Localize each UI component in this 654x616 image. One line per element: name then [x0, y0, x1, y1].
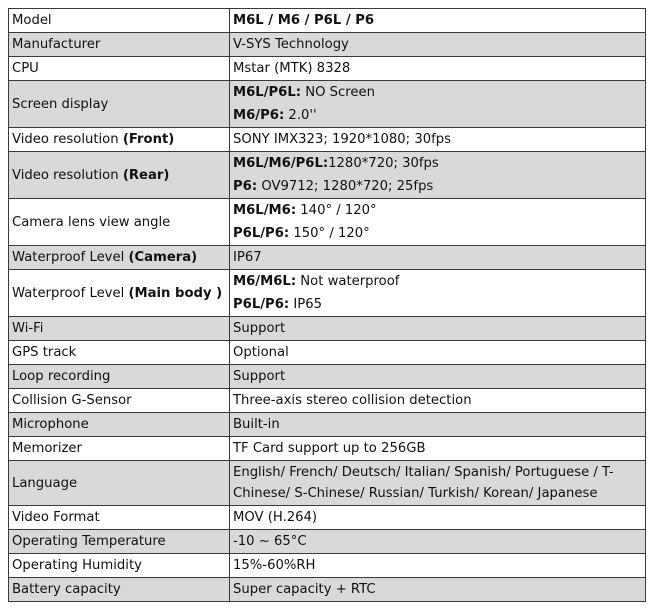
row-value: IP67 — [230, 246, 646, 270]
row-value: Optional — [230, 341, 646, 365]
row-label: Screen display — [9, 81, 230, 128]
row-label: Video Format — [9, 506, 230, 530]
row-value: M6L / M6 / P6L / P6 — [230, 9, 646, 33]
row-value: MOV (H.264) — [230, 506, 646, 530]
row-label: Memorizer — [9, 437, 230, 461]
table-row — [9, 152, 646, 199]
table-row — [9, 270, 646, 317]
table-row — [9, 389, 646, 413]
row-label: Manufacturer — [9, 33, 230, 57]
row-value: M6L/M6/P6L:1280*720; 30fps P6: OV9712; 1280*720; 25fps — [230, 152, 646, 199]
row-label: Video resolution (Front) — [9, 128, 230, 152]
table-row — [9, 9, 646, 33]
row-value: -10 ~ 65°C — [230, 530, 646, 554]
row-value: M6L/P6L: NO Screen M6/P6: 2.0'' — [230, 81, 646, 128]
row-label: Language — [9, 461, 230, 506]
row-label: Loop recording — [9, 365, 230, 389]
table-row — [9, 554, 646, 578]
row-value: Support — [230, 317, 646, 341]
table-row — [9, 578, 646, 602]
table-row — [9, 317, 646, 341]
row-label: Video resolution (Rear) — [9, 152, 230, 199]
row-label: Wi-Fi — [9, 317, 230, 341]
table-row — [9, 57, 646, 81]
row-label: GPS track — [9, 341, 230, 365]
table-row — [9, 506, 646, 530]
row-label: Collision G-Sensor — [9, 389, 230, 413]
table-row — [9, 199, 646, 246]
row-value: 15%-60%RH — [230, 554, 646, 578]
row-value: English/ French/ Deutsch/ Italian/ Spanish/ Portuguese / T-Chinese/ S-Chinese/ Russian/ Turkish/ Korean/ Japanese — [230, 461, 646, 506]
row-label: Camera lens view angle — [9, 199, 230, 246]
row-value: Super capacity + RTC — [230, 578, 646, 602]
row-label: CPU — [9, 57, 230, 81]
row-label: Operating Humidity — [9, 554, 230, 578]
row-label: Waterproof Level (Camera) — [9, 246, 230, 270]
row-label: Operating Temperature — [9, 530, 230, 554]
table-row — [9, 33, 646, 57]
row-label: Model — [9, 9, 230, 33]
table-row — [9, 413, 646, 437]
row-value: V-SYS Technology — [230, 33, 646, 57]
table-row — [9, 341, 646, 365]
row-label: Microphone — [9, 413, 230, 437]
table-row — [9, 437, 646, 461]
row-value: M6/M6L: Not waterproof P6L/P6: IP65 — [230, 270, 646, 317]
row-label: Battery capacity — [9, 578, 230, 602]
row-value: Mstar (MTK) 8328 — [230, 57, 646, 81]
row-value: TF Card support up to 256GB — [230, 437, 646, 461]
spec-table — [8, 8, 646, 602]
row-value: Support — [230, 365, 646, 389]
table-row — [9, 246, 646, 270]
table-row — [9, 365, 646, 389]
row-value: Three-axis stereo collision detection — [230, 389, 646, 413]
table-row — [9, 530, 646, 554]
row-value: SONY IMX323; 1920*1080; 30fps — [230, 128, 646, 152]
row-value: Built-in — [230, 413, 646, 437]
row-value: M6L/M6: 140° / 120° P6L/P6: 150° / 120° — [230, 199, 646, 246]
table-row — [9, 81, 646, 128]
table-row — [9, 461, 646, 506]
table-row — [9, 128, 646, 152]
row-label: Waterproof Level (Main body ) — [9, 270, 230, 317]
